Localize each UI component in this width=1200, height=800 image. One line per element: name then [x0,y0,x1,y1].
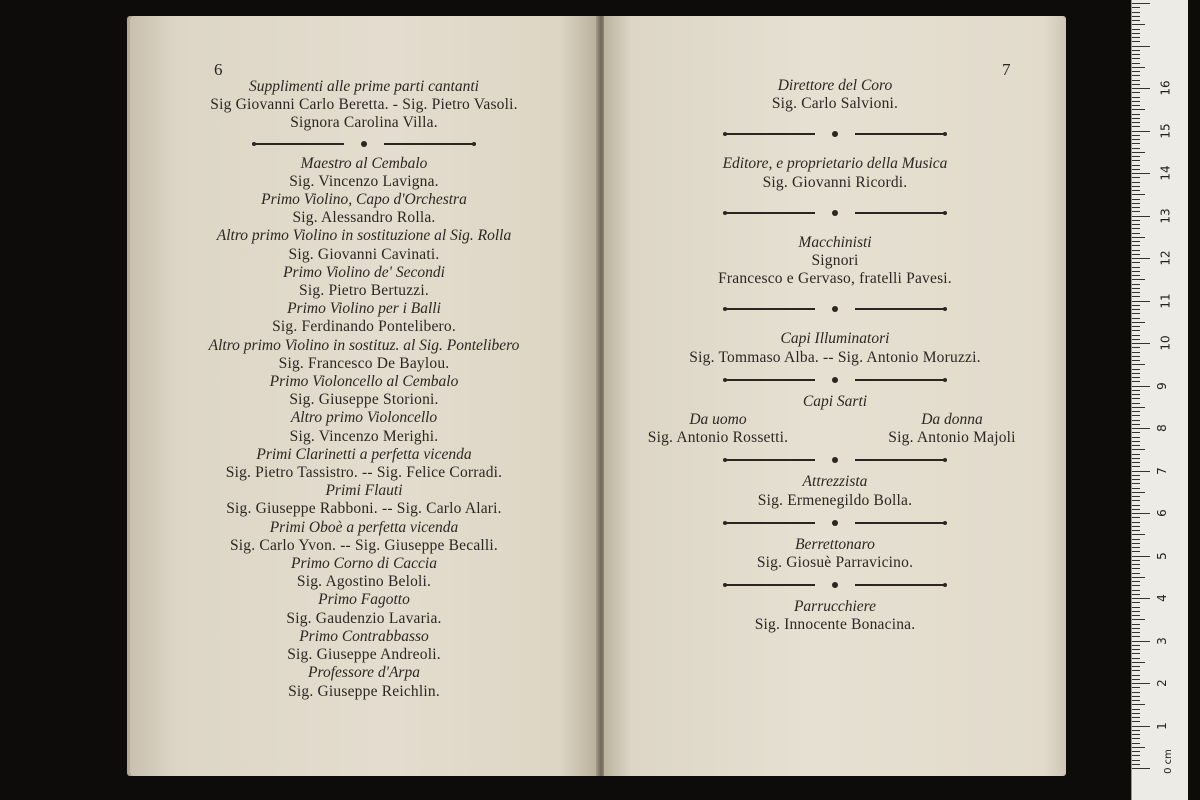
ruler-tick [1132,509,1140,510]
ruler-tick [1132,551,1140,552]
ruler-tick [1132,556,1150,557]
ruler-tick [1132,296,1140,297]
ruler-tick [1132,288,1140,289]
ruler-number: 16 [1158,80,1173,96]
ruler-tick [1132,203,1140,204]
ruler-tick [1132,615,1140,616]
ruler-tick [1132,543,1140,544]
ruler-tick [1132,466,1140,467]
ruler-tick [1132,479,1140,480]
person-names: Sig. Agostino Beloli. [296,573,432,591]
ruler-tick [1132,194,1145,195]
ruler-tick [1132,309,1140,310]
ornament-rule-icon [715,128,955,140]
ruler-tick [1132,318,1140,319]
ruler-tick [1132,717,1140,718]
ruler-tick [1132,156,1140,157]
ruler-tick [1132,37,1140,38]
person-names: Sig. Pietro Bertuzzi. [299,282,429,300]
ruler-tick [1132,420,1140,421]
person-names: Sig. Pietro Tassistro. -- Sig. Felice Corradi. [225,464,503,482]
ruler-tick [1132,211,1140,212]
role-heading: Primi Oboè a perfetta vicenda [269,518,459,536]
left-page [130,16,598,776]
ruler-tick [1132,313,1140,314]
ruler-tick [1132,726,1150,727]
ruler-tick [1132,437,1140,438]
ornament-divider [604,206,1066,220]
person-names: Sig. Vincenzo Lavigna. [289,172,439,190]
ruler-tick [1132,284,1140,285]
role-heading: Primo Contrabbasso [299,627,429,645]
ruler-tick [1132,233,1140,234]
ruler-tick [1132,454,1140,455]
ruler-tick [1132,534,1145,535]
ruler-tick [1132,751,1140,752]
right-page-text [604,77,1066,635]
ruler-tick [1132,118,1140,119]
ruler-tick [1132,619,1145,620]
ruler-tick [1132,24,1145,25]
ruler-tick [1132,590,1140,591]
ruler-tick [1132,568,1140,569]
ruler-tick [1132,131,1150,132]
ruler-tick [1132,449,1145,450]
ruler-tick [1132,33,1140,34]
ruler-tick [1132,645,1140,646]
ruler-tick [1132,513,1150,514]
person-names: Sig. Carlo Yvon. -- Sig. Giuseppe Becalli. [229,536,499,554]
ruler-tick [1132,258,1150,259]
ruler-tick [1132,628,1140,629]
ruler-tick [1132,139,1140,140]
ruler-tick [1132,101,1140,102]
person-name: Sig. Antonio Rossetti. [647,429,789,447]
person-names: Sig. Giovanni Ricordi. [762,173,908,191]
role-label: Da uomo [689,411,747,429]
ruler-tick [1132,755,1140,756]
ruler-tick [1132,369,1140,370]
ruler-tick [1132,126,1140,127]
ruler-tick [1132,658,1140,659]
ruler-tick [1132,687,1140,688]
ruler-tick [1132,50,1140,51]
role-heading: Berrettonaro [795,535,875,553]
ruler-tick [1132,7,1140,8]
ruler-tick [1132,182,1140,183]
ruler-tick [1132,245,1140,246]
ruler-tick [1132,377,1140,378]
page-number-left: 6 [214,60,223,79]
role-heading: Editore, e proprietario della Musica [722,155,948,173]
person-names: Signori [811,252,859,270]
person-names: Sig. Giovanni Cavinati. [288,245,440,263]
person-names: Sig. Francesco De Baylou. [278,354,450,372]
ruler-tick [1132,54,1140,55]
person-names: Sig. Giosuè Parravicino. [756,554,914,572]
ruler-tick [1132,135,1140,136]
open-booklet [130,16,1040,776]
role-heading: Parrucchiere [793,598,877,616]
person-names: Sig. Giuseppe Storioni. [289,391,439,409]
ruler-number: 1 [1154,721,1169,730]
ruler-tick [1132,275,1140,276]
person-names: Sig Giovanni Carlo Beretta. - Sig. Pietro Vasoli. [210,96,518,114]
person-names: Sig. Alessandro Rolla. [292,209,436,227]
ruler-tick [1132,517,1140,518]
ruler-tick [1132,530,1140,531]
spacer [604,192,1066,206]
ruler-tick [1132,713,1140,714]
ruler-tick [1132,16,1140,17]
measuring-ruler [1131,0,1188,800]
ruler-tick [1132,207,1140,208]
ruler-tick [1132,607,1140,608]
role-heading: Macchinisti [798,233,872,251]
ruler-tick [1132,199,1140,200]
ruler-tick [1132,704,1145,705]
ruler-tick [1132,471,1150,472]
ruler-tick [1132,670,1140,671]
ornament-divider [604,516,1066,530]
ruler-tick [1132,764,1140,765]
role-heading: Capi Sarti [802,392,868,410]
ruler-tick [1132,373,1140,374]
ruler-tick [1132,407,1145,408]
person-names: Sig. Giuseppe Rabboni. -- Sig. Carlo Alari. [226,500,502,518]
ruler-tick [1132,322,1145,323]
ruler-tick [1132,539,1140,540]
ruler-tick [1132,598,1150,599]
ruler-tick [1132,768,1150,769]
ruler-tick [1132,666,1140,667]
role-heading: Primo Violoncello al Cembalo [269,373,459,391]
ruler-tick [1132,730,1140,731]
ruler-tick [1132,173,1150,174]
ruler-tick [1132,526,1140,527]
ruler-tick [1132,653,1140,654]
role-label: Da donna [921,411,983,429]
ruler-tick [1132,46,1150,47]
ornament-rule-icon [715,454,955,466]
ruler-unit-label: 0 cm [1162,749,1174,774]
ruler-tick [1132,624,1140,625]
ruler-tick [1132,432,1140,433]
role-heading: Supplimenti alle prime parti cantanti [249,78,479,95]
spacer [604,316,1066,330]
ruler-tick [1132,441,1140,442]
ruler-tick [1132,760,1140,761]
ruler-tick [1132,216,1150,217]
ruler-tick [1132,20,1140,21]
ruler-tick [1132,224,1140,225]
ruler-tick [1132,262,1140,263]
ruler-tick [1132,237,1145,238]
ruler-tick [1132,560,1140,561]
person-names: Signora Carolina Villa. [290,114,438,132]
ruler-tick [1132,63,1140,64]
ruler-tick [1132,662,1145,663]
ruler-number: 3 [1154,636,1169,645]
ornament-divider [604,578,1066,592]
ruler-tick [1132,177,1140,178]
role-heading: Primi Clarinetti a perfetta vicenda [256,445,472,463]
ruler-tick [1132,241,1140,242]
ruler-tick [1132,462,1140,463]
ruler-tick [1132,641,1150,642]
ruler-number: 10 [1158,335,1173,351]
role-heading: Primo Corno di Caccia [291,555,437,573]
ruler-tick [1132,394,1140,395]
ruler-number: 12 [1158,250,1173,266]
ornament-divider [130,137,598,151]
capi-sarti-pair [604,411,1066,447]
ruler-tick [1132,71,1140,72]
sarti-uomo [618,411,818,447]
ruler-tick [1132,305,1140,306]
sarti-donna [852,411,1052,447]
ruler-tick [1132,97,1140,98]
ornament-rule-icon [715,303,955,315]
ruler-tick [1132,564,1140,565]
ruler-tick [1132,360,1140,361]
role-heading: Capi Illuminatori [780,330,890,348]
ruler-tick [1132,411,1140,412]
ruler-tick [1132,3,1150,4]
role-heading: Primo Violino per i Balli [287,300,441,318]
person-names: Sig. Carlo Salvioni. [771,95,899,113]
spacer [604,113,1066,127]
role-heading: Direttore del Coro [777,77,893,94]
person-names: Sig. Innocente Bonacina. [754,616,916,634]
role-heading: Attrezzista [802,473,868,491]
ruler-tick [1132,160,1140,161]
ruler-tick [1132,675,1140,676]
ruler-tick [1132,611,1140,612]
ruler-tick [1132,585,1140,586]
ruler-tick [1132,267,1140,268]
ruler-tick [1132,649,1140,650]
spacer [604,288,1066,302]
ruler-tick [1132,483,1140,484]
ruler-tick [1132,403,1140,404]
ruler-tick [1132,492,1145,493]
ruler-tick [1132,347,1140,348]
ruler-tick [1132,92,1140,93]
ruler-tick [1132,148,1140,149]
role-heading: Primi Flauti [325,482,403,500]
ornament-divider [604,127,1066,141]
ruler-tick [1132,143,1140,144]
ruler-tick [1132,80,1140,81]
ruler-number: 8 [1154,424,1169,432]
ruler-tick [1132,271,1140,272]
ruler-tick [1132,573,1140,574]
ruler-tick [1132,747,1145,748]
role-heading: Altro primo Violino in sostituzione al Sig. Rolla [216,227,512,245]
ruler-tick [1132,356,1140,357]
ruler-tick [1132,696,1140,697]
role-heading: Altro primo Violoncello [290,409,438,427]
ruler-tick [1132,301,1150,302]
ruler-tick [1132,84,1140,85]
ornament-divider [604,373,1066,387]
ruler-tick [1132,109,1145,110]
ruler-number: 15 [1158,122,1173,139]
ruler-tick [1132,424,1140,425]
ruler-tick [1132,398,1140,399]
ruler-tick [1132,292,1140,293]
ruler-number: 6 [1154,509,1169,517]
ruler-number: 2 [1154,679,1169,687]
person-names: Sig. Vincenzo Merighi. [289,427,439,445]
ruler-tick [1132,692,1140,693]
ruler-tick [1132,169,1140,170]
ruler-tick [1132,326,1140,327]
ruler-tick [1132,428,1150,429]
ruler-tick [1132,364,1145,365]
ruler-tick [1132,386,1150,387]
ruler-tick [1132,220,1140,221]
ruler-tick [1132,475,1140,476]
ruler-tick [1132,88,1150,89]
ruler-tick [1132,352,1140,353]
person-names: Sig. Gaudenzio Lavaria. [286,609,442,627]
ruler-tick [1132,458,1140,459]
ruler-tick [1132,505,1140,506]
ruler-tick [1132,683,1150,684]
ornament-divider [604,453,1066,467]
role-heading: Primo Fagotto [318,591,410,609]
page-number-right: 7 [1002,60,1011,79]
ruler-tick [1132,415,1140,416]
ornament-rule-icon [715,579,955,591]
ruler-tick [1132,75,1140,76]
ornament-rule-icon [715,517,955,529]
person-names: Sig. Tommaso Alba. -- Sig. Antonio Moruzzi. [689,348,981,366]
ruler-tick [1132,738,1140,739]
role-heading: Professore d'Arpa [308,664,420,682]
ruler-number: 13 [1158,207,1173,224]
ruler-tick [1132,190,1140,191]
ruler-tick [1132,488,1140,489]
ornament-rule-icon [715,374,955,386]
ruler-tick [1132,602,1140,603]
ruler-number: 5 [1154,551,1169,560]
right-page [604,16,1066,776]
ruler-tick [1132,105,1140,106]
person-names: Francesco e Gervaso, fratelli Pavesi. [718,270,952,288]
role-heading: Primo Violino, Capo d'Orchestra [261,191,467,209]
ruler-tick [1132,581,1140,582]
ruler-tick [1132,700,1140,701]
ornament-rule-icon [715,207,955,219]
ruler-number: 7 [1154,466,1169,475]
ruler-tick [1132,186,1140,187]
ruler-tick [1132,709,1140,710]
ruler-number: 9 [1154,381,1169,390]
ruler-number: 4 [1154,594,1169,602]
left-page-text [130,78,598,701]
ruler-tick [1132,114,1140,115]
ruler-tick [1132,41,1140,42]
ruler-tick [1132,577,1145,578]
ruler-tick [1132,12,1140,13]
ruler-number: 11 [1158,292,1173,309]
ruler-tick [1132,330,1140,331]
ruler-tick [1132,594,1140,595]
ruler-tick [1132,721,1140,722]
ruler-number: 14 [1158,165,1173,181]
ruler-tick [1132,500,1140,501]
role-heading: Primo Violino de' Secondi [283,263,445,281]
ruler-tick [1132,496,1140,497]
ruler-tick [1132,29,1140,30]
ruler-tick [1132,339,1140,340]
person-names: Sig. Giuseppe Andreoli. [287,646,441,664]
person-names: Sig. Giuseppe Reichlin. [288,682,440,700]
person-name: Sig. Antonio Majoli [888,429,1016,447]
ruler-tick [1132,743,1140,744]
role-heading: Altro primo Violino in sostituz. al Sig. Pontelibero [208,336,520,354]
ruler-tick [1132,58,1140,59]
ruler-tick [1132,522,1140,523]
ruler-tick [1132,67,1145,68]
ruler-tick [1132,165,1140,166]
ruler-tick [1132,279,1145,280]
ruler-tick [1132,122,1140,123]
person-names: Sig. Ermenegildo Bolla. [757,491,913,509]
ruler-tick [1132,343,1150,344]
ruler-tick [1132,381,1140,382]
person-names: Sig. Ferdinando Pontelibero. [272,318,456,336]
role-heading: Maestro al Cembalo [300,154,428,172]
ornament-rule-icon [244,138,484,150]
ruler-tick [1132,335,1140,336]
ruler-tick [1132,390,1140,391]
ruler-tick [1132,679,1140,680]
ruler-tick [1132,250,1140,251]
ruler-tick [1132,632,1140,633]
ruler-tick [1132,445,1140,446]
ruler-tick [1132,636,1140,637]
ruler-tick [1132,152,1145,153]
spacer [604,141,1066,155]
ruler-tick [1132,228,1140,229]
ruler-tick [1132,547,1140,548]
ruler-tick [1132,254,1140,255]
ornament-divider [604,302,1066,316]
spacer [604,220,1066,234]
ruler-tick [1132,734,1140,735]
